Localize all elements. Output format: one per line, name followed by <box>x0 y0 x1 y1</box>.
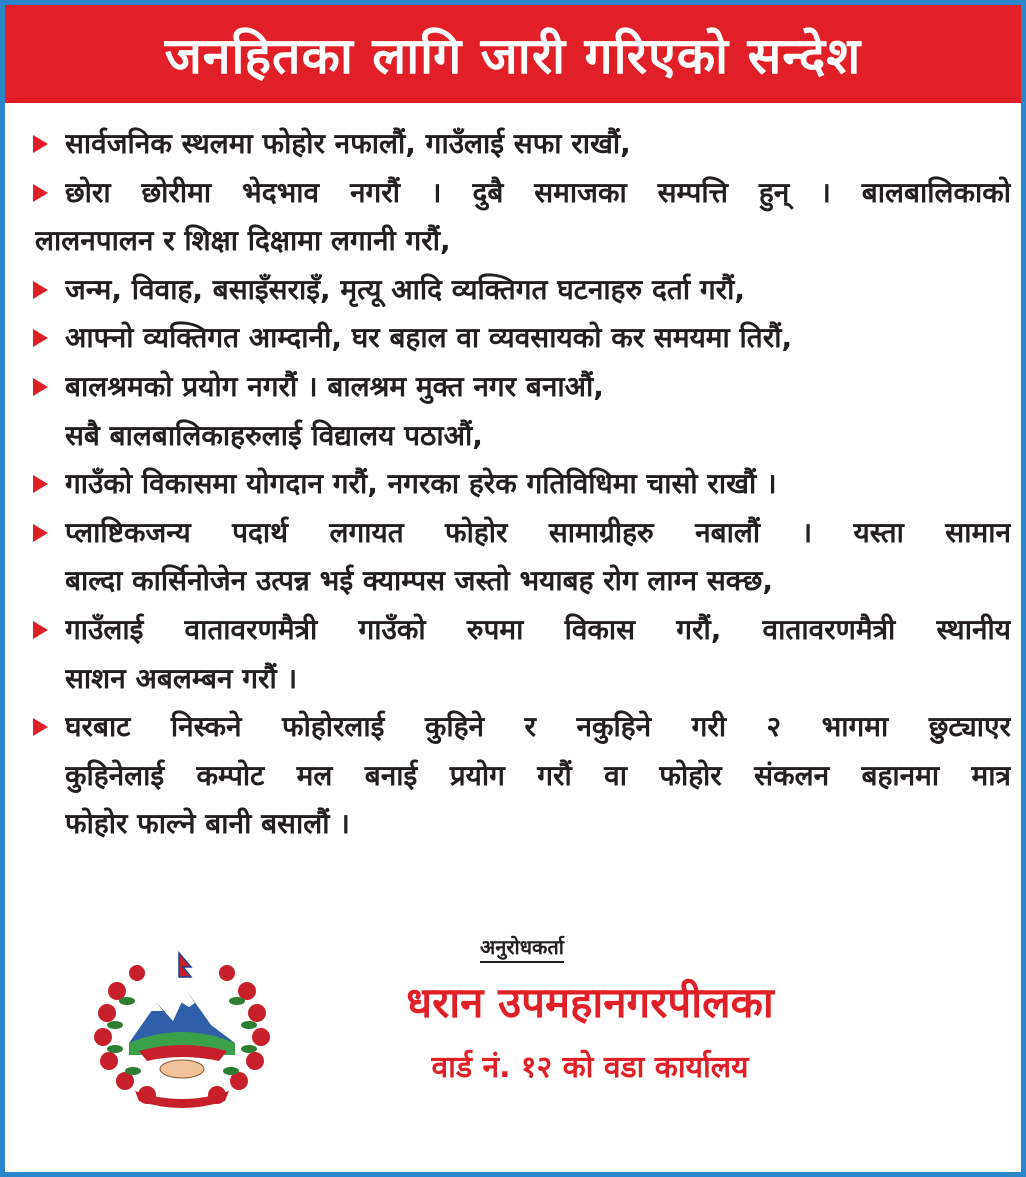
message-line: लालनपालन र शिक्षा दिक्षामा लगानी गरौं, <box>35 224 451 258</box>
red-triangle-bullet-icon <box>33 329 48 347</box>
title-banner <box>5 5 1021 103</box>
red-triangle-bullet-icon <box>33 184 48 202</box>
red-triangle-bullet-icon <box>33 524 48 542</box>
message-item <box>5 363 1021 460</box>
message-item <box>5 120 1021 169</box>
page-title: जनहितका लागि जारी गरिएको सन्देश <box>164 27 862 85</box>
requester-label: अनुरोधकर्ता <box>480 933 564 963</box>
message-item <box>5 460 1021 509</box>
message-line: बालश्रमको प्रयोग नगरौं । बालश्रम मुक्त नगर बनाऔं, <box>65 369 604 403</box>
message-item <box>5 169 1021 266</box>
message-line: घरबाट निस्कने फोहोरलाई कुहिने र नकुहिने गरी २ भागमा छुट्याएर <box>65 710 1011 744</box>
message-item <box>5 509 1021 606</box>
red-triangle-bullet-icon <box>33 475 48 493</box>
message-line: साशन अबलम्बन गरौं । <box>65 661 298 695</box>
message-line: सार्वजनिक स्थलमा फोहोर नफालौं, गाउँलाई सफा राखौं, <box>65 127 631 160</box>
message-item <box>5 703 1021 849</box>
message-list <box>5 120 1021 849</box>
message-line: कुहिनेलाई कम्पोट मल बनाई प्रयोग गरौं वा फोहोर संकलन बहानमा मात्र <box>65 758 1011 792</box>
ward-office-name: वार्ड नं. १२ को वडा कार्यालय <box>431 1050 749 1085</box>
red-triangle-bullet-icon <box>33 281 48 299</box>
message-line: छोरा छोरीमा भेदभाव नगरौं । दुबै समाजका सम्पत्ति हुन् । बालबालिकाको <box>65 175 1011 209</box>
red-triangle-bullet-icon <box>33 718 48 736</box>
message-line: प्लाष्टिकजन्य पदार्थ लगायत फोहोर सामाग्रीहरु नबालौं । यस्ता सामान <box>65 515 1011 549</box>
message-line: आफ्नो व्यक्तिगत आम्दानी, घर बहाल वा व्यवसायको कर समयमा तिरौं, <box>65 321 793 355</box>
message-item <box>5 314 1021 363</box>
red-triangle-bullet-icon <box>33 135 48 153</box>
red-triangle-bullet-icon <box>33 621 48 639</box>
red-triangle-bullet-icon <box>33 378 48 396</box>
message-line: सबै बालबालिकाहरुलाई विद्यालय पठाऔं, <box>65 418 483 452</box>
message-line: गाउँलाई वातावरणमैत्री गाउँको रुपमा विकास गरौं, वातावरणमैत्री स्थानीय <box>65 612 1011 646</box>
message-item <box>5 606 1021 703</box>
message-line: फोहोर फाल्ने बानी बसालौं । <box>65 807 350 841</box>
message-item <box>5 266 1021 315</box>
nepal-government-emblem-icon <box>87 951 277 1111</box>
message-line: बाल्दा कार्सिनोजेन उत्पन्न भई क्याम्पस जस्तो भयाबह रोग लाग्न सक्छ, <box>65 564 774 598</box>
message-line: गाउँको विकासमा योगदान गरौं, नगरका हरेक गतिविधिमा चासो राखौं । <box>65 467 777 501</box>
office-name: धरान उपमहानगरपीलका <box>406 978 774 1027</box>
message-line: जन्म, विवाह, बसाइँसराइँ, मृत्यू आदि व्यक्तिगत घटनाहरु दर्ता गरौं, <box>65 272 745 306</box>
